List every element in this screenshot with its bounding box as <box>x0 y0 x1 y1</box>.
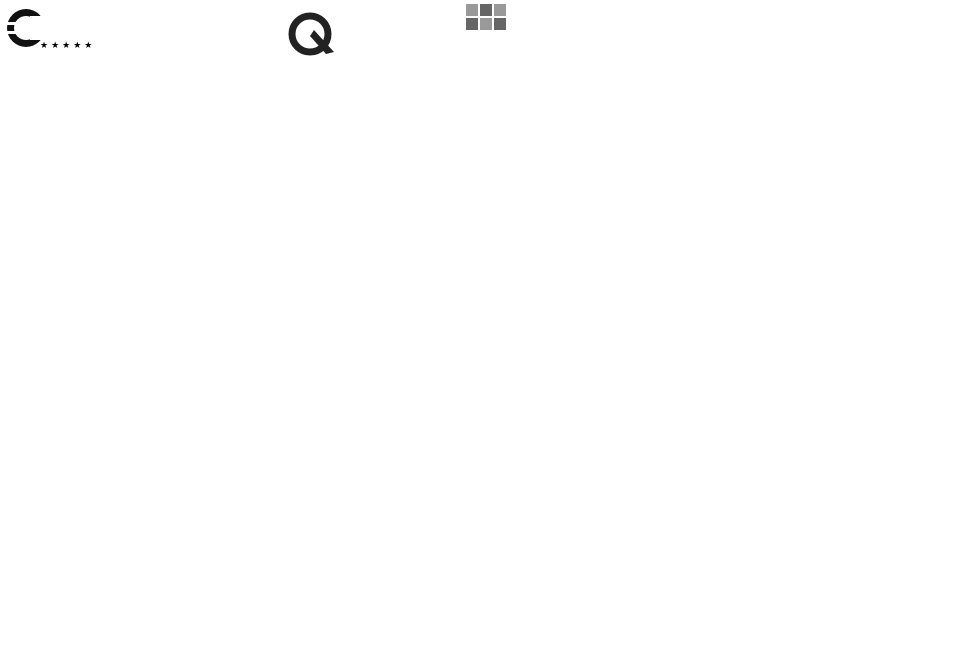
kswp-stars: ★★★★★ <box>40 40 96 50</box>
